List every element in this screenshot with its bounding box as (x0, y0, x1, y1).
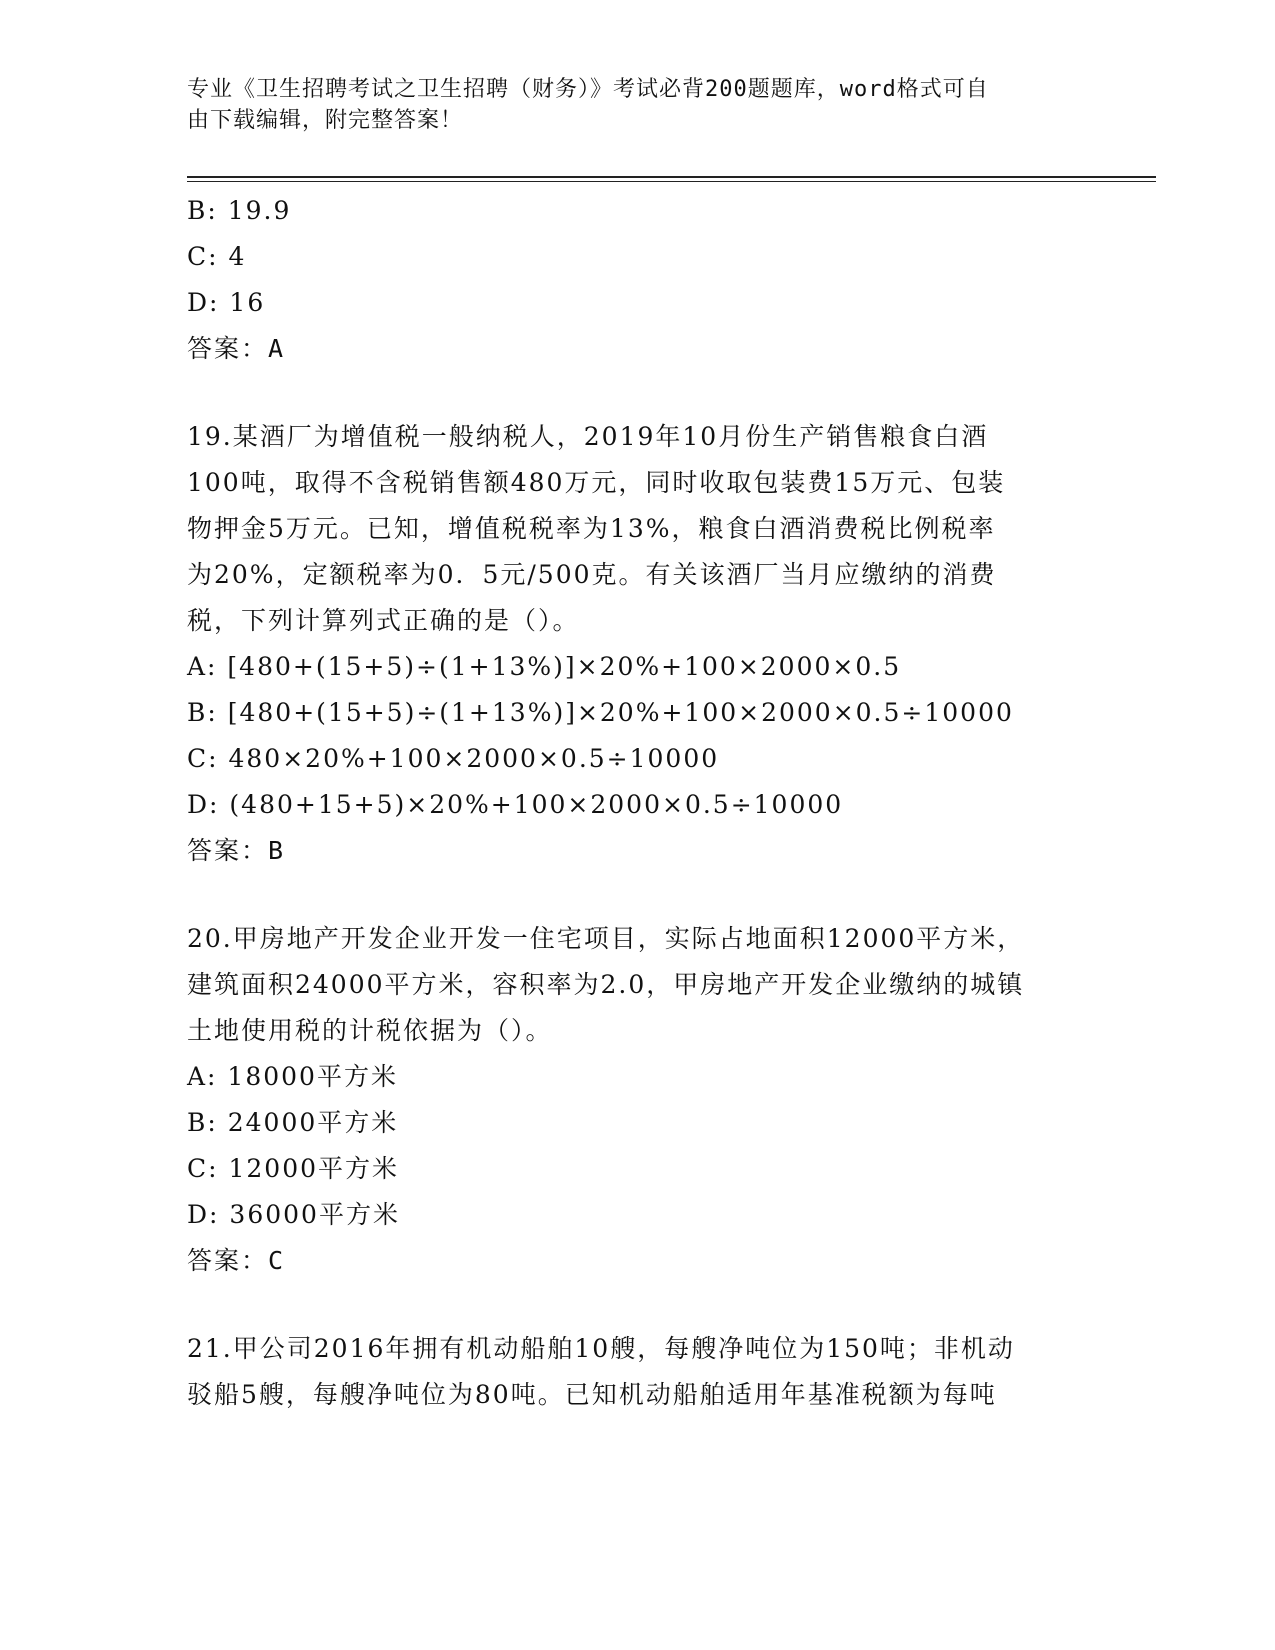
question-body (187, 188, 1087, 1418)
header-rule-thin (187, 181, 1156, 182)
header-rule-thick (187, 176, 1156, 178)
document-header (187, 74, 1067, 136)
question-text-line: 19.某酒厂为增值税一般纳税人，2019年10月份生产销售粮食白酒 (187, 422, 989, 451)
question-21 (187, 1326, 1087, 1418)
question-text-line: 为20%，定额税率为0．5元/500克。有关该酒厂当月应缴纳的消费 (187, 560, 997, 589)
option-c: C: 4 (187, 242, 247, 271)
answer-line: 答案：C (187, 1246, 286, 1275)
option-b: B: [480+(15+5)÷(1+13%)]×20%+100×2000×0.5÷10000 (187, 698, 1014, 727)
option-c: C: 480×20%+100×2000×0.5÷10000 (187, 744, 720, 773)
answer-line: 答案：A (187, 334, 286, 363)
option-d: D: 36000平方米 (187, 1200, 400, 1229)
question-text-line: 土地使用税的计税依据为（）。 (187, 1016, 553, 1045)
header-line-1: 专业《卫生招聘考试之卫生招聘（财务）》考试必背200题题库，word格式可自 (187, 77, 989, 102)
question-text-line: 驳船5艘，每艘净吨位为80吨。已知机动船舶适用年基准税额为每吨 (187, 1380, 997, 1409)
option-a: A: [480+(15+5)÷(1+13%)]×20%+100×2000×0.5 (187, 652, 902, 681)
question-text-line: 税，下列计算列式正确的是（）。 (187, 606, 580, 635)
header-line-2: 由下载编辑，附完整答案！ (187, 108, 464, 133)
option-b: B: 24000平方米 (187, 1108, 399, 1137)
question-text-line: 20.甲房地产开发企业开发一住宅项目，实际占地面积12000平方米， (187, 924, 1025, 953)
question-text-line: 21.甲公司2016年拥有机动船舶10艘，每艘净吨位为150吨；非机动 (187, 1334, 1015, 1363)
question-19 (187, 414, 1087, 874)
option-d: D: (480+15+5)×20%+100×2000×0.5÷10000 (187, 790, 844, 819)
option-d: D: 16 (187, 288, 266, 317)
question-text-line: 建筑面积24000平方米，容积率为2.0，甲房地产开发企业缴纳的城镇 (187, 970, 1025, 999)
answer-line: 答案：B (187, 836, 286, 865)
option-c: C: 12000平方米 (187, 1154, 400, 1183)
option-b: B: 19.9 (187, 196, 292, 225)
option-a: A: 18000平方米 (187, 1062, 398, 1091)
question-text-line: 物押金5万元。已知，增值税税率为13%，粮食白酒消费税比例税率 (187, 514, 996, 543)
previous-question (187, 188, 1087, 372)
question-20 (187, 916, 1087, 1284)
question-text-line: 100吨，取得不含税销售额480万元，同时收取包装费15万元、包装 (187, 468, 1006, 497)
